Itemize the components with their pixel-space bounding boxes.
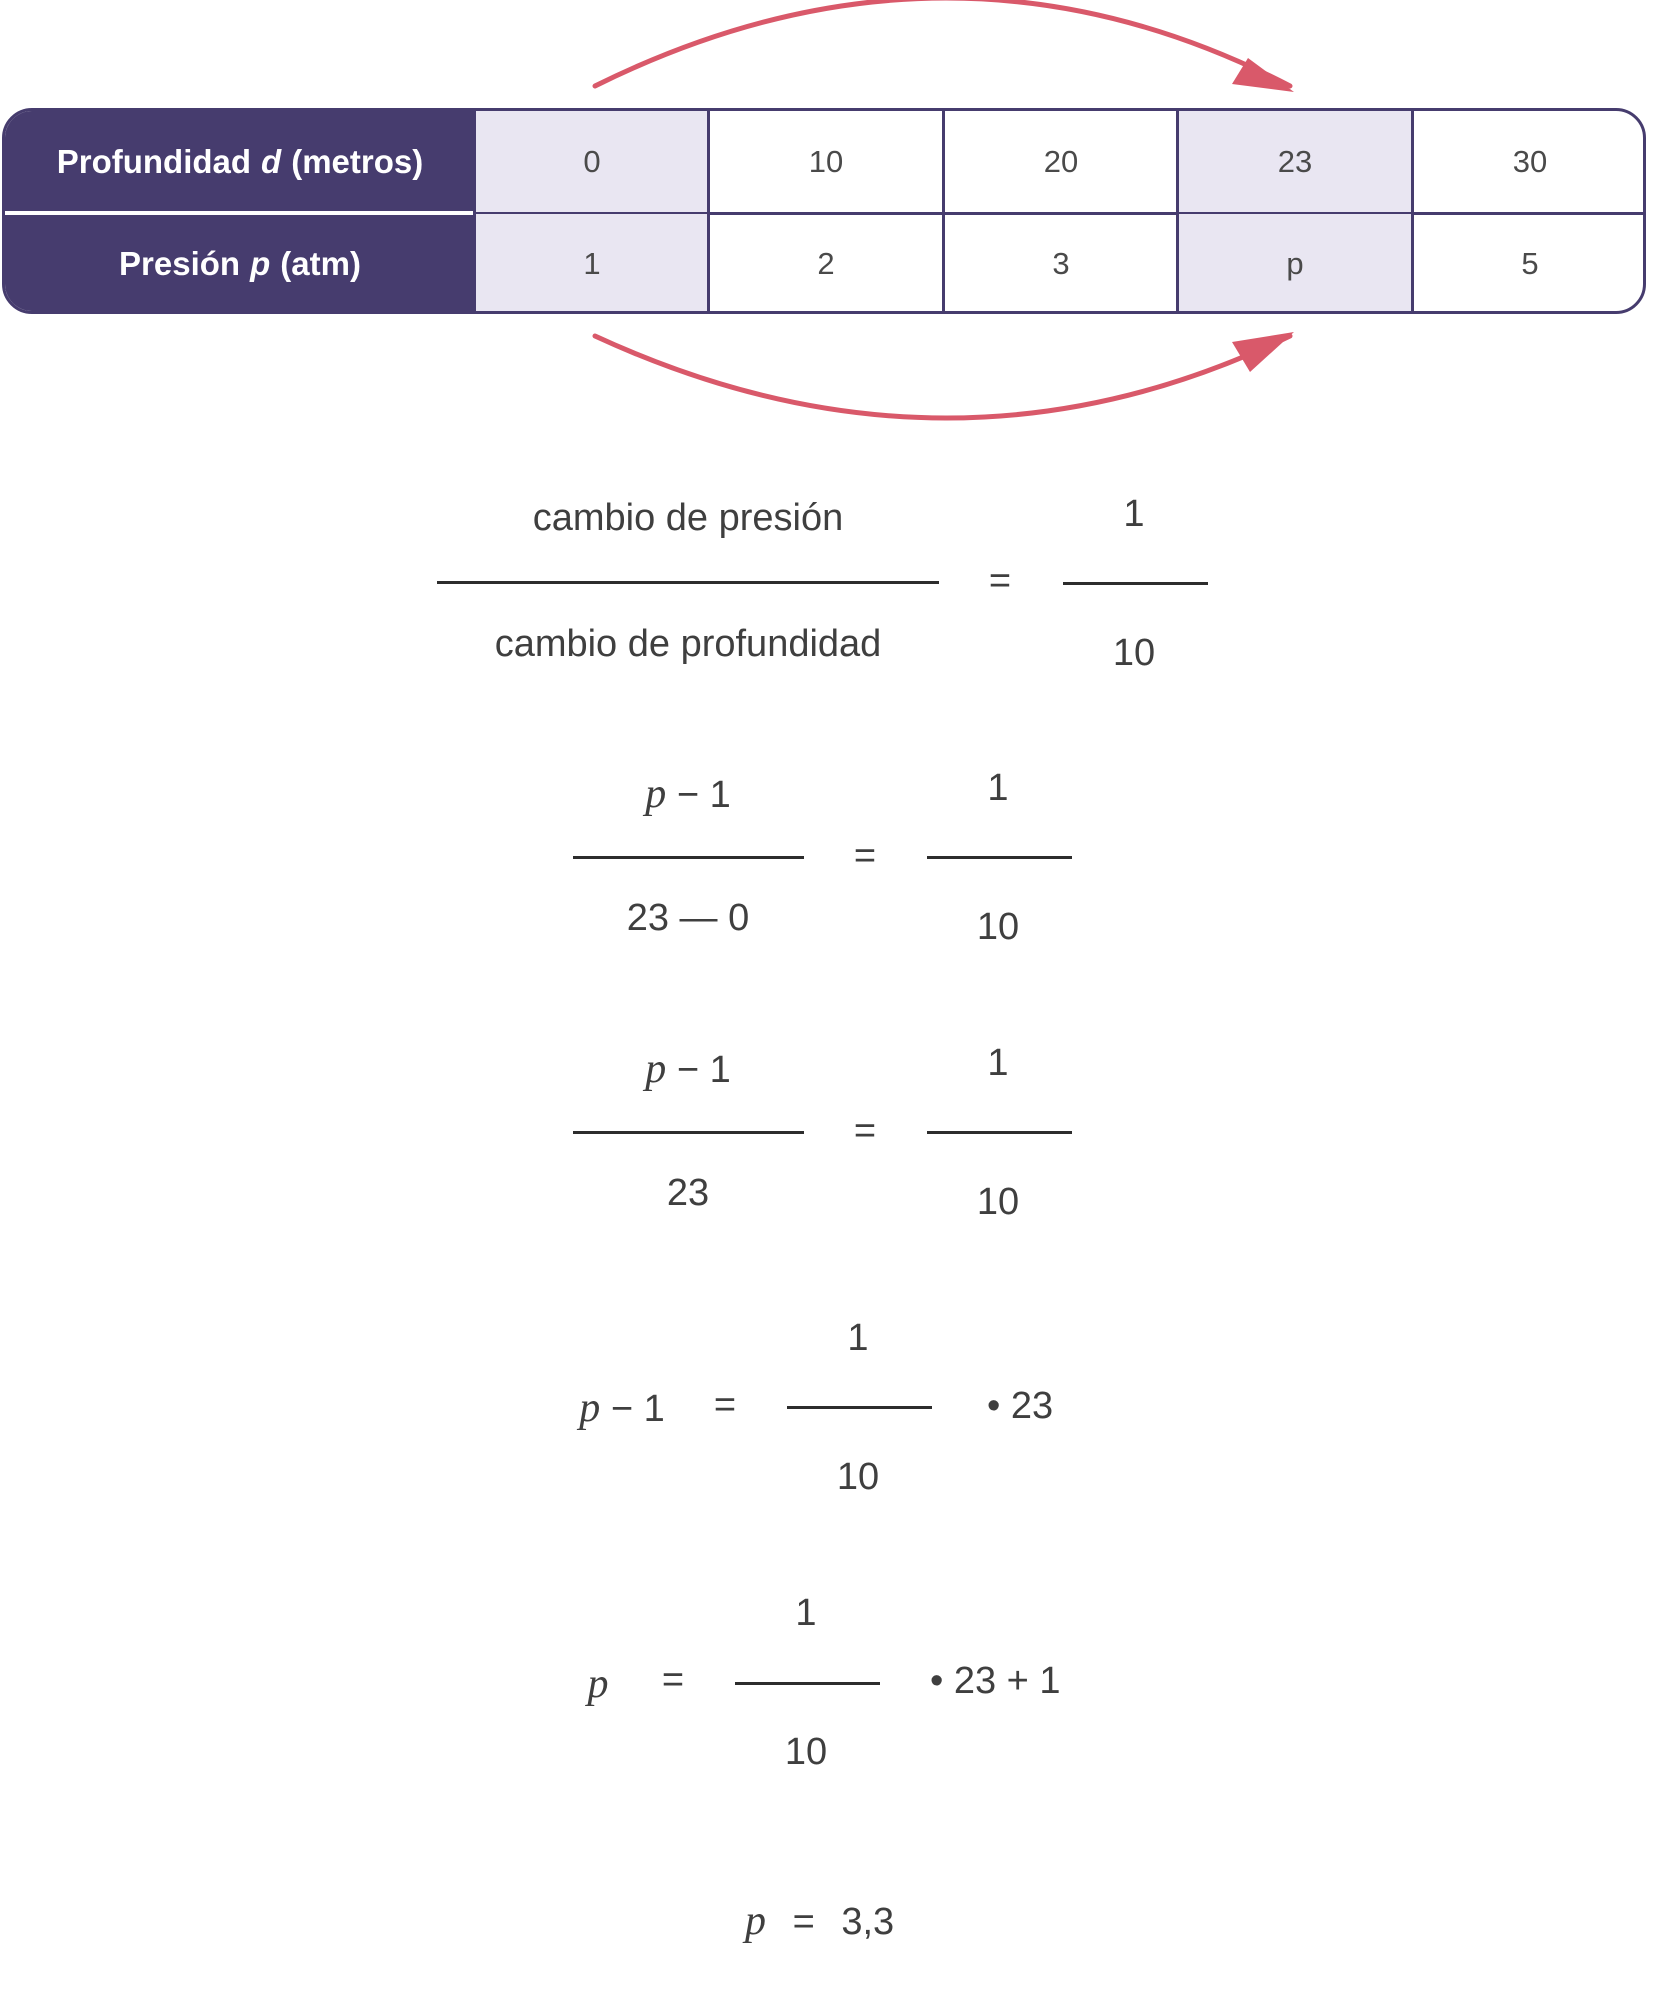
eq2-variable: p bbox=[645, 771, 667, 817]
eq5-tail: • 23 + 1 bbox=[930, 1660, 1061, 1702]
pressure-cell: 1 bbox=[475, 214, 709, 314]
eq4-lhs bbox=[579, 1384, 664, 1432]
column-divider bbox=[942, 111, 945, 314]
eq3-right-numerator: 1 bbox=[987, 1042, 1009, 1084]
eq4-equals: = bbox=[713, 1384, 737, 1426]
column-divider bbox=[707, 111, 710, 314]
eq4-denominator: 10 bbox=[836, 1456, 880, 1498]
eq6-result bbox=[745, 1897, 894, 1945]
depth-variable: d bbox=[261, 143, 282, 180]
eq5-equals: = bbox=[661, 1659, 685, 1701]
eq2-numerator bbox=[645, 770, 730, 818]
eq4-variable: p bbox=[579, 1385, 601, 1431]
depth-header bbox=[5, 111, 475, 213]
eq3-numerator bbox=[645, 1045, 730, 1093]
eq4-fraction-bar bbox=[787, 1406, 932, 1409]
eq3-right-denominator: 10 bbox=[976, 1181, 1020, 1223]
eq6-equals: = bbox=[792, 1901, 815, 1943]
pressure-unit: (atm) bbox=[280, 245, 361, 282]
eq5-denominator: 10 bbox=[784, 1731, 828, 1773]
bottom-arrow-curve bbox=[595, 336, 1290, 418]
eq4-lhs-rest: − 1 bbox=[610, 1388, 665, 1430]
eq1-fraction-bar bbox=[437, 581, 939, 584]
column-divider bbox=[1411, 111, 1414, 314]
pressure-cell: p bbox=[1178, 214, 1412, 314]
eq2-denominator: 23 — 0 bbox=[626, 897, 750, 939]
depth-cell: 30 bbox=[1512, 144, 1548, 179]
eq1-numerator: cambio de presión bbox=[532, 497, 844, 539]
depth-cell: 23 bbox=[1178, 111, 1412, 213]
depth-cell: 0 bbox=[475, 111, 709, 213]
depth-unit: (metros) bbox=[291, 143, 424, 180]
top-arrow-curve bbox=[595, 0, 1290, 86]
pressure-variable: p bbox=[250, 245, 271, 282]
eq5-numerator: 1 bbox=[795, 1592, 817, 1634]
pressure-row bbox=[5, 214, 1643, 314]
eq6-variable: p bbox=[745, 1898, 766, 1944]
eq1-right-numerator: 1 bbox=[1123, 493, 1145, 535]
eq4-tail: • 23 bbox=[987, 1385, 1054, 1427]
eq1-right-fraction-bar bbox=[1063, 582, 1208, 585]
depth-cell: 20 bbox=[1043, 144, 1079, 179]
eq1-denominator: cambio de profundidad bbox=[494, 623, 882, 665]
eq3-numerator-rest: − 1 bbox=[676, 1049, 731, 1091]
eq2-fraction-bar bbox=[573, 856, 804, 859]
pressure-header-label: Presión bbox=[119, 245, 241, 282]
eq5-fraction-bar bbox=[735, 1682, 880, 1685]
eq1-equals: = bbox=[988, 560, 1012, 602]
eq5-variable: p bbox=[587, 1661, 609, 1707]
pressure-cell: 5 bbox=[1521, 246, 1539, 281]
pressure-cell: 2 bbox=[817, 246, 835, 281]
depth-pressure-table bbox=[2, 108, 1646, 314]
eq2-right-fraction-bar bbox=[927, 856, 1072, 859]
eq3-equals: = bbox=[853, 1110, 877, 1152]
column-divider bbox=[1176, 111, 1179, 314]
eq1-right-denominator: 10 bbox=[1112, 632, 1156, 674]
eq6-value: 3,3 bbox=[841, 1901, 895, 1943]
header-divider bbox=[5, 211, 475, 215]
eq3-denominator: 23 bbox=[666, 1172, 710, 1214]
eq2-right-denominator: 10 bbox=[976, 906, 1020, 948]
eq2-equals: = bbox=[853, 835, 877, 877]
eq5-lhs bbox=[588, 1660, 609, 1708]
depth-cell: 10 bbox=[808, 144, 844, 179]
pressure-header bbox=[5, 214, 475, 314]
depth-header-label: Profundidad bbox=[56, 143, 252, 180]
eq3-fraction-bar bbox=[573, 1131, 804, 1134]
pressure-cell: 3 bbox=[1052, 246, 1070, 281]
eq3-variable: p bbox=[645, 1046, 667, 1092]
eq3-right-fraction-bar bbox=[927, 1131, 1072, 1134]
bottom-arrow-head bbox=[1232, 332, 1294, 372]
eq4-numerator: 1 bbox=[847, 1317, 869, 1359]
eq2-numerator-rest: − 1 bbox=[676, 774, 731, 816]
depth-row bbox=[5, 111, 1643, 213]
column-divider bbox=[473, 111, 476, 314]
eq2-right-numerator: 1 bbox=[987, 767, 1009, 809]
